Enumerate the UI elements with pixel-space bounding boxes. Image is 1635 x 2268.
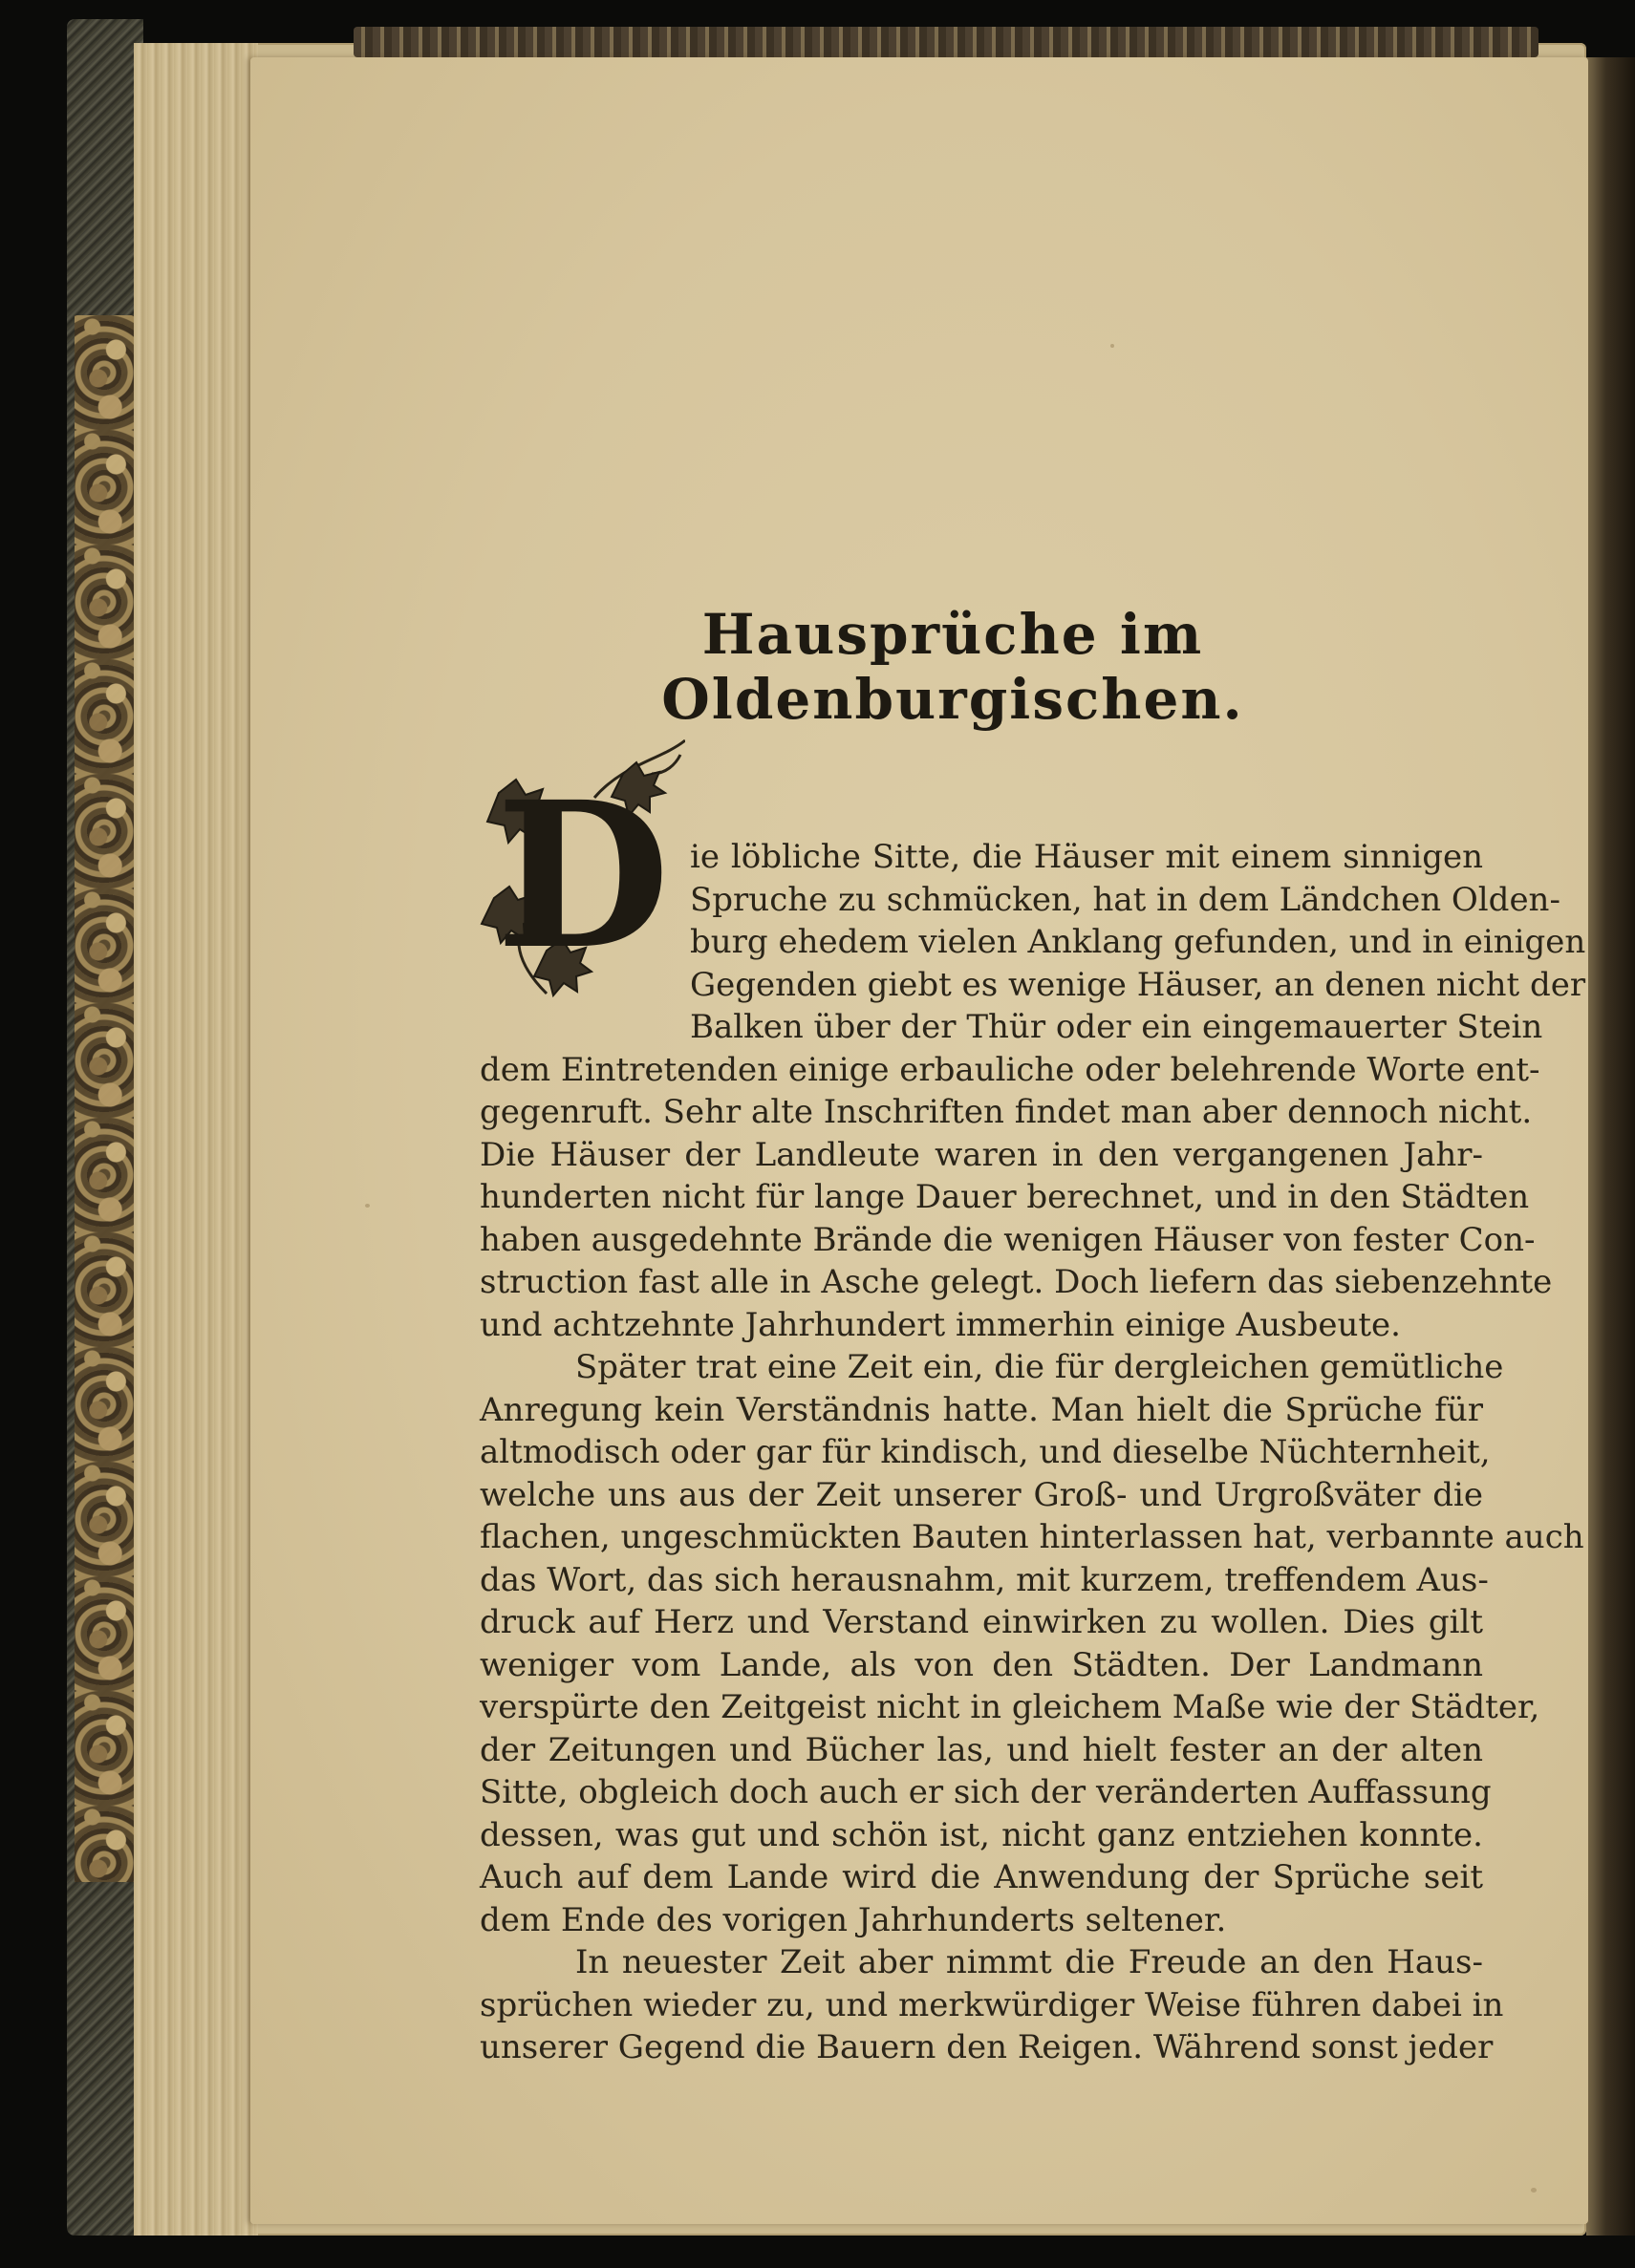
- text-line: Balken über der Thür oder ein eingemauerter Stein: [690, 1008, 1543, 1046]
- text-line: verspürte den Zeitgeist nicht in gleichem Maße wie der Städter,: [480, 1688, 1540, 1726]
- text-line: hunderten nicht für lange Dauer berechnet, und in den Städten: [480, 1178, 1530, 1216]
- body-text: [480, 836, 1586, 2069]
- text-line: unserer Gegend die Bauern den Reigen. Während sonst jeder: [480, 2028, 1494, 2066]
- text-line: dem Eintretenden einige erbauliche oder belehrende Worte ent-: [480, 1050, 1540, 1089]
- text-line: Spruche zu schmücken, hat in dem Ländchen Olden-: [690, 880, 1560, 919]
- text-line: druck auf Herz und Verstand einwirken zu wollen. Dies gilt: [480, 1603, 1483, 1641]
- text-line: flachen, ungeschmückten Bauten hinterlassen hat, verbannte auch: [480, 1518, 1584, 1556]
- text-line: struction fast alle in Asche gelegt. Doch liefern das siebenzehnte: [480, 1263, 1553, 1301]
- text-line: dessen, was gut und schön ist, nicht ganz entziehen konnte.: [480, 1815, 1483, 1854]
- text-line: Sitte, obgleich doch auch er sich der veränderten Auffassung: [480, 1773, 1492, 1811]
- marbled-endpaper: [75, 315, 134, 1882]
- text-line: gegenruft. Sehr alte Inschriften findet man aber dennoch nicht.: [480, 1093, 1533, 1131]
- book-page: [250, 57, 1588, 2224]
- paper-speck: [1110, 344, 1114, 348]
- paper-speck: [1531, 2188, 1537, 2193]
- text-line: ie löbliche Sitte, die Häuser mit einem sinnigen: [690, 838, 1483, 876]
- text-line: burg ehedem vielen Anklang gefunden, und in einigen: [690, 923, 1586, 961]
- text-line: Gegenden giebt es wenige Häuser, an denen nicht der: [690, 965, 1586, 1004]
- text-line: das Wort, das sich herausnahm, mit kurzem, treffendem Aus-: [480, 1560, 1489, 1599]
- text-line: sprüchen wieder zu, und merkwürdiger Weise führen dabei in: [480, 1985, 1504, 2024]
- paper-speck: [365, 1204, 370, 1208]
- text-line: dem Ende des vorigen Jahrhunderts seltener.: [480, 1900, 1227, 1939]
- text-line: Später trat eine Zeit ein, die für dergleichen gemütliche: [575, 1348, 1504, 1386]
- text-line: und achtzehnte Jahrhundert immerhin einige Ausbeute.: [480, 1305, 1401, 1344]
- text-line: welche uns aus der Zeit unserer Groß- und Urgroßväter die: [480, 1475, 1483, 1514]
- facing-page-edge: [1586, 57, 1635, 2236]
- text-line: Die Häuser der Landleute waren in den vergangenen Jahr-: [480, 1135, 1483, 1174]
- page-title: Hausprüche im Oldenburgischen.: [661, 602, 1244, 732]
- text-line: altmodisch oder gar für kindisch, und dieselbe Nüchternheit,: [480, 1433, 1491, 1471]
- text-line: In neuester Zeit aber nimmt die Freude an den Haus-: [575, 1943, 1483, 1981]
- text-line: Auch auf dem Lande wird die Anwendung der Sprüche seit: [480, 1858, 1483, 1896]
- text-line: weniger vom Lande, als von den Städten. Der Landmann: [480, 1645, 1483, 1684]
- text-line: Anregung kein Verständnis hatte. Man hielt die Sprüche für: [480, 1390, 1483, 1429]
- text-line: haben ausgedehnte Brände die wenigen Häuser von fester Con-: [480, 1220, 1536, 1259]
- drop-cap-letter: D: [495, 758, 671, 994]
- binding-top-strip: [354, 27, 1538, 57]
- text-line: der Zeitungen und Bücher las, und hielt fester an der alten: [480, 1730, 1483, 1769]
